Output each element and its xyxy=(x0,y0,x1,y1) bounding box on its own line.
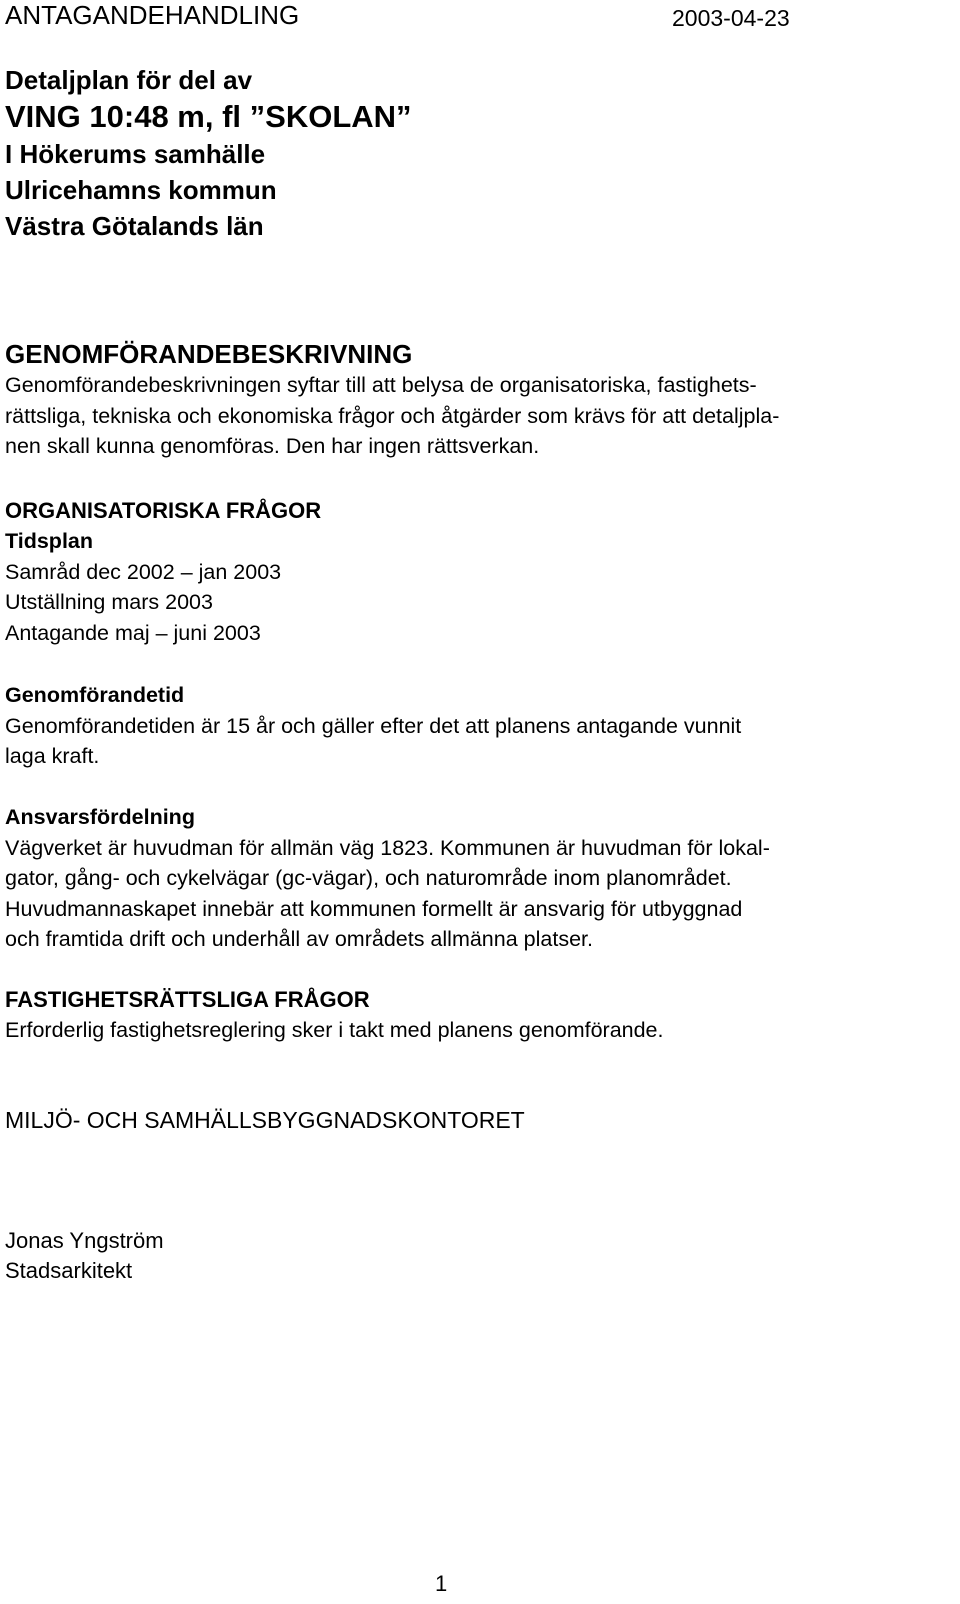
fastighet-section xyxy=(5,985,945,1046)
organisatoriska-section xyxy=(5,496,945,648)
document-type: ANTAGANDEHANDLING xyxy=(5,0,300,30)
title-line-1: Detaljplan för del av xyxy=(5,65,253,95)
signature-name: Jonas Yngström xyxy=(5,1228,164,1253)
ansvarsfordelning-heading: Ansvarsfördelning xyxy=(5,805,195,829)
title-block xyxy=(5,62,412,244)
ansvarsfordelning-line: Vägverket är huvudman för allmän väg 1823. Kommunen är huvudman för lokal- xyxy=(5,835,770,860)
tidsplan-heading: Tidsplan xyxy=(5,529,94,553)
genomforandetid-section xyxy=(5,680,945,772)
tidsplan-line: Samråd dec 2002 – jan 2003 xyxy=(5,559,282,584)
genomforandetid-heading: Genomförandetid xyxy=(5,683,185,707)
genomforande-line: nen skall kunna genomföras. Den har ingen rättsverkan. xyxy=(5,434,540,458)
office-name: MILJÖ- OCH SAMHÄLLSBYGGNADSKONTORET xyxy=(5,1107,525,1133)
ansvarsfordelning-line: Huvudmannaskapet innebär att kommunen formellt är ansvarig för utbyggnad xyxy=(5,896,743,921)
fastighet-line: Erforderlig fastighetsreglering sker i takt med planens genomförande. xyxy=(5,1018,664,1042)
fastighet-heading: FASTIGHETSRÄTTSLIGA FRÅGOR xyxy=(5,987,370,1012)
genomforande-line: Genomförandebeskrivningen syftar till att belysa de organisatoriska, fastighets- xyxy=(5,373,757,397)
signature-title: Stadsarkitekt xyxy=(5,1258,133,1283)
tidsplan-line: Utställning mars 2003 xyxy=(5,590,213,614)
organisatoriska-heading: ORGANISATORISKA FRÅGOR xyxy=(5,498,322,523)
tidsplan-line: Antagande maj – juni 2003 xyxy=(5,620,261,645)
title-line-5: Västra Götalands län xyxy=(5,211,264,241)
genomforandetid-line: laga kraft. xyxy=(5,744,100,768)
page-number: 1 xyxy=(435,1571,448,1596)
genomforandetid-line: Genomförandetiden är 15 år och gäller efter det att planens antagande vunnit xyxy=(5,713,742,738)
genomforande-section xyxy=(5,338,945,462)
genomforande-heading: GENOMFÖRANDEBESKRIVNING xyxy=(5,339,413,369)
title-line-3: I Hökerums samhälle xyxy=(5,139,266,169)
title-line-2: VING 10:48 m, fl ”SKOLAN” xyxy=(5,99,412,134)
ansvarsfordelning-section xyxy=(5,802,945,955)
document-date: 2003-04-23 xyxy=(672,5,790,31)
title-line-4: Ulricehamns kommun xyxy=(5,175,277,205)
ansvarsfordelning-line: gator, gång- och cykelvägar (gc-vägar), och naturområde inom planområdet. xyxy=(5,866,732,890)
ansvarsfordelning-line: och framtida drift och underhåll av områdets allmänna platser. xyxy=(5,927,593,951)
genomforande-line: rättsliga, tekniska och ekonomiska frågor och åtgärder som krävs för att detaljpla- xyxy=(5,403,780,428)
